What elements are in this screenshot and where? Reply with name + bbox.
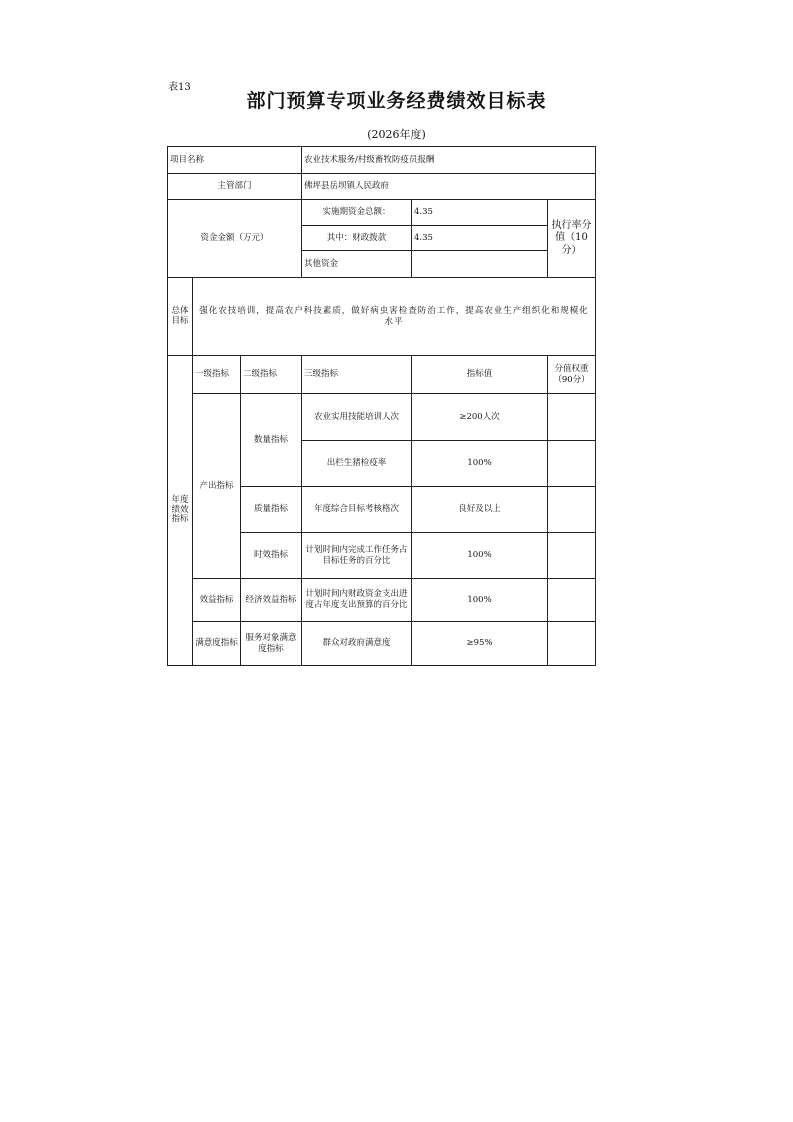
quantity-indicator-label: 数量指标 — [241, 394, 302, 487]
funds-label: 资金金额（万元） — [168, 200, 302, 278]
department-value: 佛坪县岳坝镇人民政府 — [302, 174, 596, 200]
annual-indicators-label: 年度绩效指标 — [168, 356, 193, 666]
indicator-weight — [548, 533, 596, 579]
fiscal-year: (2026年度) — [367, 128, 426, 141]
table-number: 表13 — [168, 82, 191, 93]
indicator-value: 100% — [412, 533, 548, 579]
overall-goal-label: 总体目标 — [168, 278, 193, 356]
performance-table — [167, 146, 596, 666]
indicator-weight — [548, 487, 596, 533]
project-name-label: 项目名称 — [168, 147, 302, 174]
header-level3: 三级指标 — [302, 356, 412, 394]
header-value: 指标值 — [412, 356, 548, 394]
execution-rate-label: 执行率分值（10分） — [548, 200, 596, 278]
funds-total-row — [168, 200, 596, 226]
header-weight: 分值权重（90分） — [548, 356, 596, 394]
level3-indicator: 计划时间内完成工作任务占目标任务的百分比 — [302, 533, 412, 579]
funds-other-value — [412, 251, 548, 278]
indicator-value: 100% — [412, 441, 548, 487]
overall-goal-text: 强化农技培训，提高农户科技素质，做好病虫害检查防治工作，提高农业生产组织化和规模化水平 — [193, 278, 596, 356]
overall-goal-row — [168, 278, 596, 356]
indicator-value: ≥200人次 — [412, 394, 548, 441]
indicator-value: ≥95% — [412, 622, 548, 666]
level3-indicator: 年度综合目标考核格次 — [302, 487, 412, 533]
service-satisfaction-label: 服务对象满意度指标 — [241, 622, 302, 666]
table-row — [168, 622, 596, 666]
level3-indicator: 群众对政府满意度 — [302, 622, 412, 666]
quality-indicator-label: 质量指标 — [241, 487, 302, 533]
indicator-value: 良好及以上 — [412, 487, 548, 533]
page-title: 部门预算专项业务经费绩效目标表 — [246, 90, 547, 112]
indicator-weight — [548, 394, 596, 441]
level3-indicator: 计划时间内财政资金支出进度占年度支出预算的百分比 — [302, 579, 412, 622]
satisfaction-indicator-label: 满意度指标 — [193, 622, 241, 666]
indicator-weight — [548, 622, 596, 666]
department-row — [168, 174, 596, 200]
funds-total-value: 4.35 — [412, 200, 548, 226]
output-indicator-label: 产出指标 — [193, 394, 241, 579]
indicator-weight — [548, 579, 596, 622]
header-level1: 一级指标 — [193, 356, 241, 394]
indicator-value: 100% — [412, 579, 548, 622]
funds-total-label: 实施期资金总额： — [302, 200, 412, 226]
indicator-header-row — [168, 356, 596, 394]
level3-indicator: 农业实用技能培训人次 — [302, 394, 412, 441]
table-row — [168, 579, 596, 622]
funds-other-label: 其他资金 — [302, 251, 412, 278]
project-name-value: 农业技术服务/村级畜牧防疫员报酬 — [302, 147, 596, 174]
economic-benefit-label: 经济效益指标 — [241, 579, 302, 622]
funds-fiscal-value: 4.35 — [412, 226, 548, 251]
indicator-weight — [548, 441, 596, 487]
department-label: 主管部门 — [168, 174, 302, 200]
timeliness-indicator-label: 时效指标 — [241, 533, 302, 579]
benefit-indicator-label: 效益指标 — [193, 579, 241, 622]
project-name-row — [168, 147, 596, 174]
level3-indicator: 出栏生猪检疫率 — [302, 441, 412, 487]
header-level2: 二级指标 — [241, 356, 302, 394]
table-row — [168, 394, 596, 441]
funds-fiscal-label: 其中：财政拨款 — [302, 226, 412, 251]
